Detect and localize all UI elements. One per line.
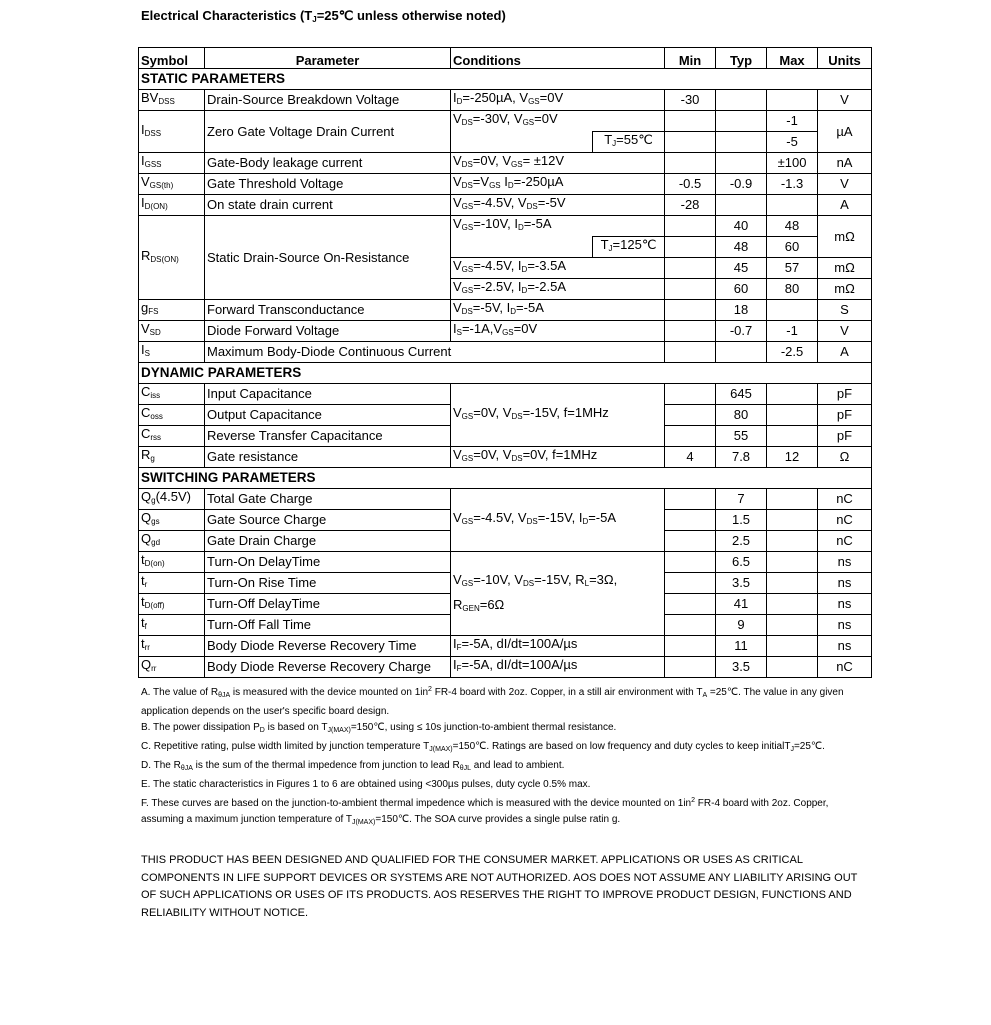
typ-rdson-3: 45 xyxy=(716,258,767,279)
unit-tdoff: ns xyxy=(818,594,872,615)
min-vgsth: -0.5 xyxy=(665,174,716,195)
section-dynamic: DYNAMIC PARAMETERS xyxy=(139,363,872,384)
unit-rg: Ω xyxy=(818,447,872,468)
disclaimer-text: THIS PRODUCT HAS BEEN DESIGNED AND QUALIFIED FOR THE CONSUMER MARKET. APPLICATIONS OR USES AS CRITICAL COMPONENTS IN LIFE SUPPORT DEVICES OR SYSTEMS ARE NOT AUTHORIZED. AOS DOES NOT ASSUME ANY LIABILITY ARISING OUT OF SUCH APPLICATIONS OR USES OF ITS PRODUCTS. AOS RESERVES THE RIGHT TO IMPROVE PRODUCT DESIGN, FUNCTIONS AND RELIABILITY WITHOUT NOTICE. xyxy=(141,854,858,919)
typ-rdson-2: 48 xyxy=(716,237,767,258)
header-units: Units xyxy=(818,48,872,69)
table-row xyxy=(139,321,872,342)
min-rg: 4 xyxy=(665,447,716,468)
table-row xyxy=(139,342,872,363)
cond-rdson-4: $V_{GS}=-2.5V$, $I_D=-2.5A$ xyxy=(451,279,665,300)
cond-rg: $V_{GS}=0V$, $V_{DS}=0V$, f=1MHz xyxy=(451,447,665,468)
cond-switching: $V_{GS}=-10V$, $V_{DS}=-15V$, $R_L=3\Omega$, $R_{GEN}=6\Omega$ xyxy=(451,552,665,636)
cond-idon: $V_{GS}=-4.5V$, $V_{DS}=-5V$ xyxy=(451,195,665,216)
cond-bvdss: $I_D=-250\mu A$, $V_{GS}=0V$ xyxy=(451,90,665,111)
cond-gate-charge: $V_{GS}=-4.5V$, $V_{DS}=-15V$, $I_D=-5A$ xyxy=(451,489,665,552)
unit-qgd: nC xyxy=(818,531,872,552)
table-row xyxy=(139,195,872,216)
param-tf: Turn-Off Fall Time xyxy=(205,615,451,636)
typ-rdson-4: 60 xyxy=(716,279,767,300)
param-idss: Zero Gate Voltage Drain Current xyxy=(205,111,451,153)
unit-rdson-1: mΩ xyxy=(818,216,872,258)
symbol-trr: $t_{rr}$ xyxy=(139,636,205,657)
min-idon: -28 xyxy=(665,195,716,216)
max-is: -2.5 xyxy=(767,342,818,363)
symbol-vsd: $V_{SD}$ xyxy=(139,321,205,342)
section-switching: SWITCHING PARAMETERS xyxy=(139,468,872,489)
typ-tdon: 6.5 xyxy=(716,552,767,573)
unit-tdon: ns xyxy=(818,552,872,573)
max-igss: ±100 xyxy=(767,153,818,174)
unit-tf: ns xyxy=(818,615,872,636)
param-tdoff: Turn-Off DelayTime xyxy=(205,594,451,615)
table-row xyxy=(139,489,872,510)
header-parameter: Parameter xyxy=(205,48,451,69)
symbol-rdson: $R_{DS(ON)}$ xyxy=(139,216,205,300)
max-idss-1: -1 xyxy=(767,111,818,132)
min-bvdss: -30 xyxy=(665,90,716,111)
typ-rg: 7.8 xyxy=(716,447,767,468)
symbol-idss: $I_{DSS}$ xyxy=(139,111,205,153)
param-is: Maximum Body-Diode Continuous Current xyxy=(205,342,665,363)
unit-gfs: S xyxy=(818,300,872,321)
cond-igss: $V_{DS}=0V$, $V_{GS}= \pm 12V$ xyxy=(451,153,665,174)
table-row xyxy=(139,636,872,657)
header-max: Max xyxy=(767,48,818,69)
cond-rdson-tj: $T_J=125℃$ xyxy=(593,237,665,258)
unit-vgsth: V xyxy=(818,174,872,195)
param-rg: Gate resistance xyxy=(205,447,451,468)
header-min: Min xyxy=(665,48,716,69)
symbol-tf: $t_f$ xyxy=(139,615,205,636)
unit-crss: pF xyxy=(818,426,872,447)
typ-qgs: 1.5 xyxy=(716,510,767,531)
max-rdson-4: 80 xyxy=(767,279,818,300)
symbol-rg: $R_g$ xyxy=(139,447,205,468)
typ-trr: 11 xyxy=(716,636,767,657)
unit-idon: A xyxy=(818,195,872,216)
param-qg: Total Gate Charge xyxy=(205,489,451,510)
unit-is: A xyxy=(818,342,872,363)
symbol-qgd: $Q_{gd}$ xyxy=(139,531,205,552)
cond-idss-tj: $T_J=55℃$ xyxy=(593,132,665,153)
table-row xyxy=(139,111,872,132)
typ-ciss: 645 xyxy=(716,384,767,405)
param-qgd: Gate Drain Charge xyxy=(205,531,451,552)
header-symbol: Symbol xyxy=(139,48,205,69)
max-vsd: -1 xyxy=(767,321,818,342)
symbol-gfs: $g_{FS}$ xyxy=(139,300,205,321)
header-typ: Typ xyxy=(716,48,767,69)
unit-vsd: V xyxy=(818,321,872,342)
param-qgs: Gate Source Charge xyxy=(205,510,451,531)
cond-capacitance: $V_{GS}=0V$, $V_{DS}=-15V$, f=1MHz xyxy=(451,384,665,447)
unit-qrr: nC xyxy=(818,657,872,678)
table-row xyxy=(139,90,872,111)
param-bvdss: Drain-Source Breakdown Voltage xyxy=(205,90,451,111)
typ-gfs: 18 xyxy=(716,300,767,321)
max-idss-2: -5 xyxy=(767,132,818,153)
table-row xyxy=(139,153,872,174)
unit-coss: pF xyxy=(818,405,872,426)
typ-tdoff: 41 xyxy=(716,594,767,615)
table-row xyxy=(139,216,872,237)
param-igss: Gate-Body leakage current xyxy=(205,153,451,174)
symbol-coss: $C_{oss}$ xyxy=(139,405,205,426)
header-row xyxy=(139,48,872,69)
cond-gfs: $V_{DS}=-5V$, $I_D=-5A$ xyxy=(451,300,665,321)
cond-rdson-3: $V_{GS}=-4.5V$, $I_D=-3.5A$ xyxy=(451,258,665,279)
param-coss: Output Capacitance xyxy=(205,405,451,426)
param-rdson: Static Drain-Source On-Resistance xyxy=(205,216,451,300)
unit-igss: nA xyxy=(818,153,872,174)
unit-idss: µA xyxy=(818,111,872,153)
unit-ciss: pF xyxy=(818,384,872,405)
param-vsd: Diode Forward Voltage xyxy=(205,321,451,342)
table-row xyxy=(139,552,872,573)
note-d: D. The $R_{\theta JA}$ is the sum of the thermal impedence from junction to lead $R_{\theta JL}$ and lead to ambient. xyxy=(141,760,565,772)
cond-vgsth: $V_{DS}=V_{GS}$ $I_D=-250\mu A$ xyxy=(451,174,665,195)
typ-crss: 55 xyxy=(716,426,767,447)
cond-rdson-1: $V_{GS}=-10V$, $I_D=-5A$ xyxy=(451,216,665,237)
typ-tr: 3.5 xyxy=(716,573,767,594)
cond-vsd: $I_S=-1A,V_{GS}=0V$ xyxy=(451,321,665,342)
unit-tr: ns xyxy=(818,573,872,594)
typ-qrr: 3.5 xyxy=(716,657,767,678)
symbol-vgsth: $V_{GS(th)}$ xyxy=(139,174,205,195)
max-rdson-2: 60 xyxy=(767,237,818,258)
page-title: Electrical Characteristics ($T_J=25℃$ unless otherwise noted) xyxy=(141,8,506,24)
typ-coss: 80 xyxy=(716,405,767,426)
note-e: E. The static characteristics in Figures 1 to 6 are obtained using <300µs pulses, duty cycle 0.5% max. xyxy=(141,779,591,790)
cond-trr: $I_F=-5A$, dI/dt=100A/µs xyxy=(451,636,665,657)
symbol-is: $I_S$ xyxy=(139,342,205,363)
electrical-characteristics-table xyxy=(138,47,872,678)
unit-rdson-3: mΩ xyxy=(818,258,872,279)
param-tdon: Turn-On DelayTime xyxy=(205,552,451,573)
param-gfs: Forward Transconductance xyxy=(205,300,451,321)
footnotes xyxy=(141,682,866,831)
max-vgsth: -1.3 xyxy=(767,174,818,195)
symbol-qrr: $Q_{rr}$ xyxy=(139,657,205,678)
param-tr: Turn-On Rise Time xyxy=(205,573,451,594)
note-c: C. Repetitive rating, pulse width limited by junction temperature $T_{J(MAX)}=150℃$. Ratings are based on low frequency and duty cycles to keep initialT$_J$=25℃. xyxy=(141,741,825,753)
param-trr: Body Diode Reverse Recovery Time xyxy=(205,636,451,657)
param-ciss: Input Capacitance xyxy=(205,384,451,405)
table-row xyxy=(139,657,872,678)
disclaimer xyxy=(141,852,866,922)
unit-qgs: nC xyxy=(818,510,872,531)
max-rg: 12 xyxy=(767,447,818,468)
unit-rdson-4: mΩ xyxy=(818,279,872,300)
symbol-igss: $I_{GSS}$ xyxy=(139,153,205,174)
max-rdson-1: 48 xyxy=(767,216,818,237)
symbol-qgs: $Q_{gs}$ xyxy=(139,510,205,531)
cond-idss: $V_{DS}=-30V$, $V_{GS}=0V$ xyxy=(451,111,665,132)
table-row xyxy=(139,384,872,405)
table-row xyxy=(139,447,872,468)
typ-vgsth: -0.9 xyxy=(716,174,767,195)
typ-qg: 7 xyxy=(716,489,767,510)
cond-qrr: $I_F=-5A$, dI/dt=100A/µs xyxy=(451,657,665,678)
typ-tf: 9 xyxy=(716,615,767,636)
symbol-tdoff: $t_{D(off)}$ xyxy=(139,594,205,615)
symbol-idon: $I_{D(ON)}$ xyxy=(139,195,205,216)
note-a: A. The value of $R_{\theta JA}$ is measured with the device mounted on $1in^2$ FR-4 board with 2oz. Copper, in a still air environment with $T_A$ =25℃. The value in any given application depends on the user's specific board design. xyxy=(141,686,844,717)
section-static: STATIC PARAMETERS xyxy=(139,69,872,90)
symbol-ciss: $C_{iss}$ xyxy=(139,384,205,405)
unit-qg: nC xyxy=(818,489,872,510)
typ-vsd: -0.7 xyxy=(716,321,767,342)
table-row xyxy=(139,174,872,195)
unit-bvdss: V xyxy=(818,90,872,111)
param-idon: On state drain current xyxy=(205,195,451,216)
max-rdson-3: 57 xyxy=(767,258,818,279)
typ-qgd: 2.5 xyxy=(716,531,767,552)
param-crss: Reverse Transfer Capacitance xyxy=(205,426,451,447)
header-conditions: Conditions xyxy=(451,48,665,69)
symbol-qg: $Q_g(4.5V)$ xyxy=(139,489,205,510)
note-b: B. The power dissipation $P_D$ is based on $T_{J(MAX)}=150℃$, using ≤ 10s junction-to-ambient thermal resistance. xyxy=(141,722,617,734)
symbol-tdon: $t_{D(on)}$ xyxy=(139,552,205,573)
note-f: F. These curves are based on the junction-to-ambient thermal impedence which is measured with the device mounted on $1in^2$ FR-4 board with 2oz. Copper, assuming a maximum junction temperature of $T_{J(MAX)}=150℃$. The SOA curve provides a single pulse ratin g. xyxy=(141,797,829,826)
table-row xyxy=(139,300,872,321)
symbol-tr: $t_r$ xyxy=(139,573,205,594)
symbol-bvdss: $BV_{DSS}$ xyxy=(139,90,205,111)
unit-trr: ns xyxy=(818,636,872,657)
param-vgsth: Gate Threshold Voltage xyxy=(205,174,451,195)
typ-rdson-1: 40 xyxy=(716,216,767,237)
param-qrr: Body Diode Reverse Recovery Charge xyxy=(205,657,451,678)
symbol-crss: $C_{rss}$ xyxy=(139,426,205,447)
